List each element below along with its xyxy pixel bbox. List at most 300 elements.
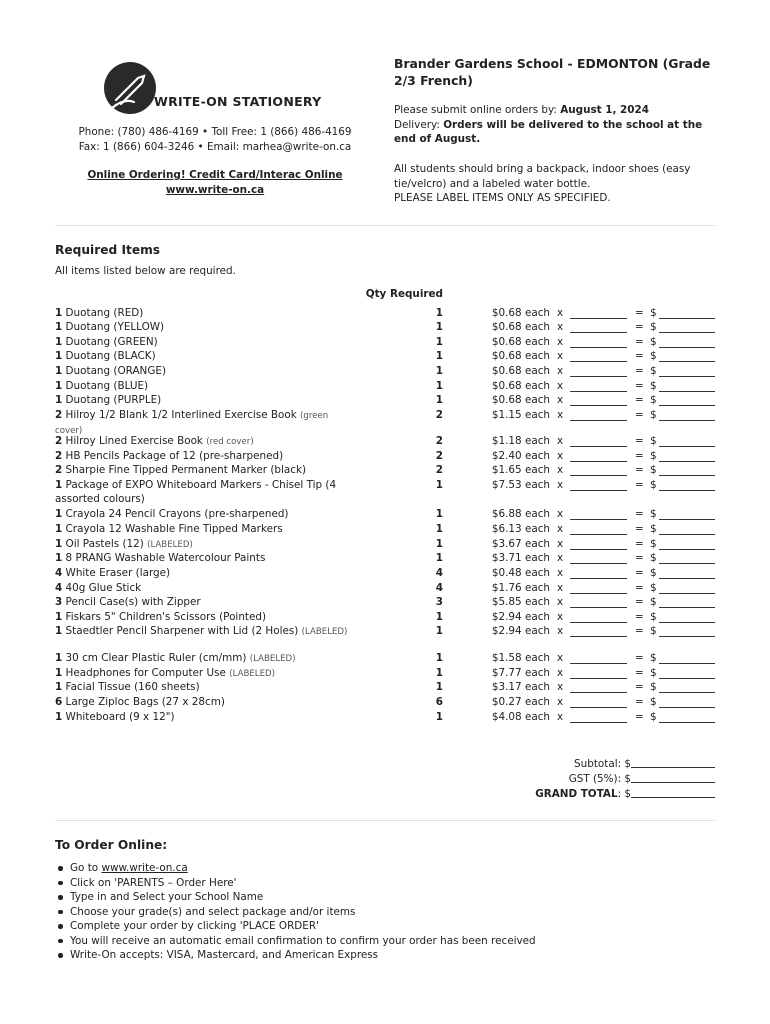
order-step-text: Type in and Select your School Name (70, 891, 264, 903)
item-note: (green cover) (55, 411, 329, 436)
item-description (55, 652, 355, 667)
item-note: (LABELED) (301, 627, 348, 637)
item-note: (LABELED) (249, 654, 296, 664)
item-count: 1 (55, 321, 63, 333)
amount-input-blank[interactable] (659, 692, 715, 693)
dollar-sign: $ (650, 307, 657, 319)
times-sign: x (557, 596, 564, 608)
amount-input-blank[interactable] (659, 593, 715, 594)
equals-sign: = (635, 611, 644, 623)
times-sign: x (557, 625, 564, 637)
dollar-sign: $ (650, 611, 657, 623)
amount-input-blank[interactable] (659, 534, 715, 535)
item-qty: 1 (435, 611, 443, 623)
item-count: 1 (55, 552, 63, 564)
times-sign: x (557, 350, 564, 362)
item-name: Crayola 12 Washable Fine Tipped Markers (65, 523, 283, 535)
qty-input-blank[interactable] (570, 405, 627, 406)
item-count: 1 (55, 508, 63, 520)
item-qty: 1 (435, 380, 443, 392)
item-count: 1 (55, 711, 63, 723)
qty-input-blank[interactable] (570, 490, 627, 491)
item-count: 4 (55, 582, 63, 594)
qty-input-blank[interactable] (570, 563, 627, 564)
qty-input-blank[interactable] (570, 347, 627, 348)
dollar-sign: $ (650, 681, 657, 693)
times-sign: x (557, 652, 564, 664)
amount-input-blank[interactable] (659, 549, 715, 550)
item-description (55, 450, 355, 464)
item-note: (LABELED) (147, 540, 193, 550)
dollar-sign: $ (650, 464, 657, 476)
item-count: 6 (55, 696, 63, 708)
company-logo (104, 62, 334, 118)
item-name: Duotang (BLACK) (65, 350, 156, 362)
item-name: 30 cm Clear Plastic Ruler (cm/mm) (65, 652, 247, 664)
qty-input-blank[interactable] (570, 622, 627, 623)
note-backpack: All students should bring a backpack, indoor shoes (easy tie/velcro) and a labeled water bottle. (394, 163, 691, 190)
dollar-sign: $ (650, 479, 657, 491)
item-qty: 2 (435, 464, 443, 476)
dollar-sign: $ (650, 380, 657, 392)
equals-sign: = (635, 350, 644, 362)
amount-input-blank[interactable] (659, 475, 715, 476)
item-price: $0.68 each (491, 321, 550, 333)
dollar-sign: $ (650, 567, 657, 579)
item-count: 2 (55, 435, 63, 447)
item-name: Duotang (GREEN) (65, 336, 158, 348)
delivery-text: Orders will be delivered to the school at the end of August. (394, 118, 703, 145)
subtotal-label: Subtotal: $ (574, 758, 631, 770)
item-description (55, 625, 355, 640)
item-qty: 1 (435, 350, 443, 362)
times-sign: x (557, 336, 564, 348)
times-sign: x (557, 409, 564, 421)
item-count: 1 (55, 611, 63, 623)
times-sign: x (557, 681, 564, 693)
times-sign: x (557, 667, 564, 679)
item-name: Fiskars 5" Children's Scissors (Pointed) (65, 611, 267, 623)
item-qty: 1 (435, 479, 443, 491)
item-price: $3.17 each (491, 681, 550, 693)
qty-input-blank[interactable] (570, 534, 627, 535)
item-description (55, 409, 355, 438)
item-price: $5.85 each (491, 596, 550, 608)
item-description (55, 464, 355, 478)
times-sign: x (557, 711, 564, 723)
item-description (55, 307, 355, 321)
item-description (55, 596, 355, 610)
item-name: Duotang (ORANGE) (65, 365, 166, 377)
item-count: 1 (55, 394, 63, 406)
grand-total-blank[interactable] (631, 788, 715, 798)
equals-sign: = (635, 667, 644, 679)
required-items-title: Required Items (55, 243, 161, 257)
item-description (55, 321, 355, 335)
item-qty: 4 (435, 582, 443, 594)
order-step (58, 919, 536, 934)
item-description (55, 696, 355, 710)
item-name: Hilroy 1/2 Blank 1/2 Interlined Exercise Book (65, 409, 297, 421)
item-note: (LABELED) (229, 669, 275, 679)
equals-sign: = (635, 567, 644, 579)
item-price: $0.48 each (491, 567, 550, 579)
order-step (58, 905, 536, 920)
item-price: $6.88 each (491, 508, 550, 520)
amount-input-blank[interactable] (659, 607, 715, 608)
amount-input-blank[interactable] (659, 347, 715, 348)
item-qty: 2 (435, 450, 443, 462)
item-price: $2.94 each (491, 611, 550, 623)
item-name: Duotang (PURPLE) (65, 394, 162, 406)
online-ordering-heading[interactable]: Online Ordering! Credit Card/Interac Online (87, 169, 343, 181)
item-name: 8 PRANG Washable Watercolour Paints (65, 552, 266, 564)
item-price: $1.65 each (491, 464, 550, 476)
amount-input-blank[interactable] (659, 578, 715, 579)
item-price: $0.27 each (491, 696, 550, 708)
equals-sign: = (635, 380, 644, 392)
amount-input-blank[interactable] (659, 361, 715, 362)
qty-input-blank[interactable] (570, 636, 627, 637)
dollar-sign: $ (650, 409, 657, 421)
fax-line: Fax: 1 (866) 604-3246 • Email: marhea@write-on.ca (78, 140, 352, 153)
school-title: Brander Gardens School - EDMONTON (Grade 2/3 French) (394, 56, 711, 88)
qty-input-blank[interactable] (570, 420, 627, 421)
item-description (55, 538, 355, 553)
qty-input-blank[interactable] (570, 692, 627, 693)
item-price: $1.58 each (491, 652, 550, 664)
item-count: 1 (55, 479, 63, 491)
website-link[interactable]: www.write-on.ca (165, 183, 265, 196)
amount-input-blank[interactable] (659, 490, 715, 491)
order-step (58, 876, 536, 891)
qty-input-blank[interactable] (570, 578, 627, 579)
equals-sign: = (635, 696, 644, 708)
amount-input-blank[interactable] (659, 636, 715, 637)
order-step-prefix: Go to (70, 862, 102, 874)
submit-label: Please submit online orders by: (394, 104, 561, 116)
item-count: 1 (55, 625, 63, 637)
equals-sign: = (635, 596, 644, 608)
phone-line: Phone: (780) 486-4169 • Toll Free: 1 (866) 486-4169 (78, 126, 352, 138)
item-qty: 1 (435, 307, 443, 319)
dollar-sign: $ (650, 350, 657, 362)
order-step (58, 861, 536, 876)
amount-input-blank[interactable] (659, 722, 715, 723)
amount-input-blank[interactable] (659, 461, 715, 462)
times-sign: x (557, 523, 564, 535)
item-description (55, 523, 355, 537)
item-description (55, 508, 355, 522)
subtotal-blank[interactable] (631, 758, 715, 768)
qty-input-blank[interactable] (570, 593, 627, 594)
subtotal-row (500, 758, 715, 770)
note-label-items: PLEASE LABEL ITEMS ONLY AS SPECIFIED. (394, 192, 611, 204)
item-count: 1 (55, 523, 63, 535)
school-notes (394, 162, 714, 206)
order-step-text: Complete your order by clicking 'PLACE ORDER' (70, 920, 319, 932)
times-sign: x (557, 479, 564, 491)
item-count: 2 (55, 409, 63, 421)
equals-sign: = (635, 681, 644, 693)
times-sign: x (557, 380, 564, 392)
item-qty: 2 (435, 435, 443, 447)
equals-sign: = (635, 552, 644, 564)
dollar-sign: $ (650, 435, 657, 447)
item-qty: 1 (435, 394, 443, 406)
dollar-sign: $ (650, 321, 657, 333)
dollar-sign: $ (650, 365, 657, 377)
times-sign: x (557, 582, 564, 594)
qty-input-blank[interactable] (570, 361, 627, 362)
equals-sign: = (635, 711, 644, 723)
item-price: $3.71 each (491, 552, 550, 564)
order-step-text: Write-On accepts: VISA, Mastercard, and American Express (70, 949, 379, 961)
item-name: White Eraser (large) (65, 567, 171, 579)
times-sign: x (557, 321, 564, 333)
qty-input-blank[interactable] (570, 607, 627, 608)
item-qty: 2 (435, 409, 443, 421)
dollar-sign: $ (650, 652, 657, 664)
qty-input-blank[interactable] (570, 707, 627, 708)
qty-input-blank[interactable] (570, 391, 627, 392)
gst-blank[interactable] (631, 773, 715, 783)
times-sign: x (557, 696, 564, 708)
gst-row (500, 773, 715, 785)
dollar-sign: $ (650, 394, 657, 406)
amount-input-blank[interactable] (659, 391, 715, 392)
item-description (55, 394, 355, 408)
item-qty: 1 (435, 625, 443, 637)
item-count: 1 (55, 538, 63, 550)
item-note: (red cover) (206, 437, 254, 447)
item-qty: 4 (435, 567, 443, 579)
item-price: $2.94 each (491, 625, 550, 637)
qty-input-blank[interactable] (570, 475, 627, 476)
amount-input-blank[interactable] (659, 332, 715, 333)
item-qty: 3 (435, 596, 443, 608)
item-qty: 1 (435, 552, 443, 564)
pencil-logo-icon (104, 62, 156, 114)
equals-sign: = (635, 538, 644, 550)
grand-total-suffix: : $ (617, 788, 631, 800)
amount-input-blank[interactable] (659, 376, 715, 377)
item-count: 2 (55, 464, 63, 476)
equals-sign: = (635, 464, 644, 476)
qty-input-blank[interactable] (570, 663, 627, 664)
amount-input-blank[interactable] (659, 663, 715, 664)
equals-sign: = (635, 394, 644, 406)
online-ordering (55, 168, 375, 197)
dollar-sign: $ (650, 523, 657, 535)
equals-sign: = (635, 523, 644, 535)
divider-top (55, 225, 715, 226)
item-price: $0.68 each (491, 307, 550, 319)
times-sign: x (557, 552, 564, 564)
item-count: 1 (55, 681, 63, 693)
item-price: $0.68 each (491, 365, 550, 377)
item-name: Staedtler Pencil Sharpener with Lid (2 Holes) (65, 625, 299, 637)
item-description (55, 611, 355, 625)
times-sign: x (557, 394, 564, 406)
amount-input-blank[interactable] (659, 405, 715, 406)
order-step-text: You will receive an automatic email confirmation to confirm your order has been received (70, 934, 536, 947)
equals-sign: = (635, 435, 644, 447)
item-price: $1.15 each (491, 409, 550, 421)
amount-input-blank[interactable] (659, 446, 715, 447)
times-sign: x (557, 307, 564, 319)
equals-sign: = (635, 625, 644, 637)
contact-info (55, 125, 375, 154)
order-step (58, 890, 536, 905)
qty-input-blank[interactable] (570, 318, 627, 319)
qty-input-blank[interactable] (570, 446, 627, 447)
equals-sign: = (635, 307, 644, 319)
item-name: Whiteboard (9 x 12") (65, 711, 175, 723)
amount-input-blank[interactable] (659, 622, 715, 623)
times-sign: x (557, 450, 564, 462)
item-count: 1 (55, 667, 63, 679)
amount-input-blank[interactable] (659, 420, 715, 421)
item-name: Crayola 24 Pencil Crayons (pre-sharpened) (65, 508, 289, 520)
equals-sign: = (635, 336, 644, 348)
item-qty: 1 (435, 711, 443, 723)
grand-total-label: GRAND TOTAL (535, 788, 618, 800)
item-price: $0.68 each (491, 336, 550, 348)
item-name: Duotang (RED) (65, 307, 144, 319)
qty-input-blank[interactable] (570, 376, 627, 377)
item-price: $7.77 each (491, 667, 550, 679)
item-name: HB Pencils Package of 12 (pre-sharpened) (65, 450, 284, 462)
qty-input-blank[interactable] (570, 678, 627, 679)
times-sign: x (557, 611, 564, 623)
dollar-sign: $ (650, 596, 657, 608)
dollar-sign: $ (650, 552, 657, 564)
item-price: $3.67 each (491, 538, 550, 550)
item-description (55, 667, 355, 682)
item-description (55, 365, 355, 379)
order-step-text: Choose your grade(s) and select package and/or items (70, 905, 356, 918)
item-description (55, 336, 355, 350)
qty-input-blank[interactable] (570, 722, 627, 723)
qty-input-blank[interactable] (570, 549, 627, 550)
item-count: 1 (55, 380, 63, 392)
item-price: $7.53 each (491, 479, 550, 491)
order-steps-list (58, 861, 536, 963)
item-description (55, 380, 355, 394)
amount-input-blank[interactable] (659, 519, 715, 520)
item-count: 1 (55, 652, 63, 664)
equals-sign: = (635, 450, 644, 462)
amount-input-blank[interactable] (659, 678, 715, 679)
brand-name: WRITE-ON STATIONERY (154, 94, 322, 109)
qty-input-blank[interactable] (570, 461, 627, 462)
item-name: 40g Glue Stick (65, 582, 142, 594)
order-step-link[interactable]: www.write-on.ca (101, 862, 188, 874)
equals-sign: = (635, 321, 644, 333)
dollar-sign: $ (650, 696, 657, 708)
delivery-label: Delivery: (394, 118, 444, 131)
equals-sign: = (635, 409, 644, 421)
qty-input-blank[interactable] (570, 332, 627, 333)
divider-bottom (55, 820, 715, 821)
item-name: Facial Tissue (160 sheets) (65, 681, 200, 693)
order-step (58, 948, 536, 963)
item-qty: 6 (435, 696, 443, 708)
times-sign: x (557, 567, 564, 579)
grand-total-row (500, 788, 715, 800)
dollar-sign: $ (650, 508, 657, 520)
item-price: $0.68 each (491, 380, 550, 392)
item-count: 3 (55, 596, 63, 608)
item-description (55, 435, 355, 450)
item-description (55, 479, 355, 506)
item-name: Package of EXPO Whiteboard Markers - Chisel Tip (4 assorted colours) (55, 479, 337, 505)
submit-date: August 1, 2024 (560, 104, 649, 116)
equals-sign: = (635, 652, 644, 664)
amount-input-blank[interactable] (659, 563, 715, 564)
item-qty: 1 (435, 336, 443, 348)
order-step-text: Click on 'PARENTS – Order Here' (70, 876, 237, 889)
item-price: $1.18 each (491, 435, 550, 447)
amount-input-blank[interactable] (659, 318, 715, 319)
dollar-sign: $ (650, 538, 657, 550)
times-sign: x (557, 538, 564, 550)
times-sign: x (557, 435, 564, 447)
order-step (58, 934, 536, 949)
item-name: Hilroy Lined Exercise Book (65, 435, 203, 447)
equals-sign: = (635, 582, 644, 594)
item-count: 1 (55, 350, 63, 362)
item-count: 2 (55, 450, 63, 462)
equals-sign: = (635, 508, 644, 520)
item-qty: 1 (435, 681, 443, 693)
item-count: 4 (55, 567, 63, 579)
dollar-sign: $ (650, 336, 657, 348)
item-description (55, 711, 355, 725)
dollar-sign: $ (650, 582, 657, 594)
qty-input-blank[interactable] (570, 519, 627, 520)
item-qty: 1 (435, 523, 443, 535)
item-name: Sharpie Fine Tipped Permanent Marker (black) (65, 464, 307, 476)
submission-info (394, 103, 714, 147)
amount-input-blank[interactable] (659, 707, 715, 708)
item-description (55, 552, 355, 566)
equals-sign: = (635, 365, 644, 377)
item-qty: 1 (435, 652, 443, 664)
dollar-sign: $ (650, 625, 657, 637)
item-description (55, 350, 355, 364)
item-price: $2.40 each (491, 450, 550, 462)
item-count: 1 (55, 307, 63, 319)
item-price: $6.13 each (491, 523, 550, 535)
times-sign: x (557, 508, 564, 520)
dollar-sign: $ (650, 667, 657, 679)
equals-sign: = (635, 479, 644, 491)
item-name: Oil Pastels (12) (65, 538, 144, 550)
item-price: $4.08 each (491, 711, 550, 723)
item-name: Duotang (YELLOW) (65, 321, 165, 333)
item-name: Pencil Case(s) with Zipper (65, 596, 201, 608)
item-qty: 1 (435, 667, 443, 679)
item-price: $0.68 each (491, 350, 550, 362)
item-qty: 1 (435, 321, 443, 333)
qty-required-header: Qty Required (365, 288, 443, 300)
required-items-intro: All items listed below are required. (55, 265, 236, 277)
item-description (55, 582, 355, 596)
item-count: 1 (55, 365, 63, 377)
item-qty: 1 (435, 538, 443, 550)
